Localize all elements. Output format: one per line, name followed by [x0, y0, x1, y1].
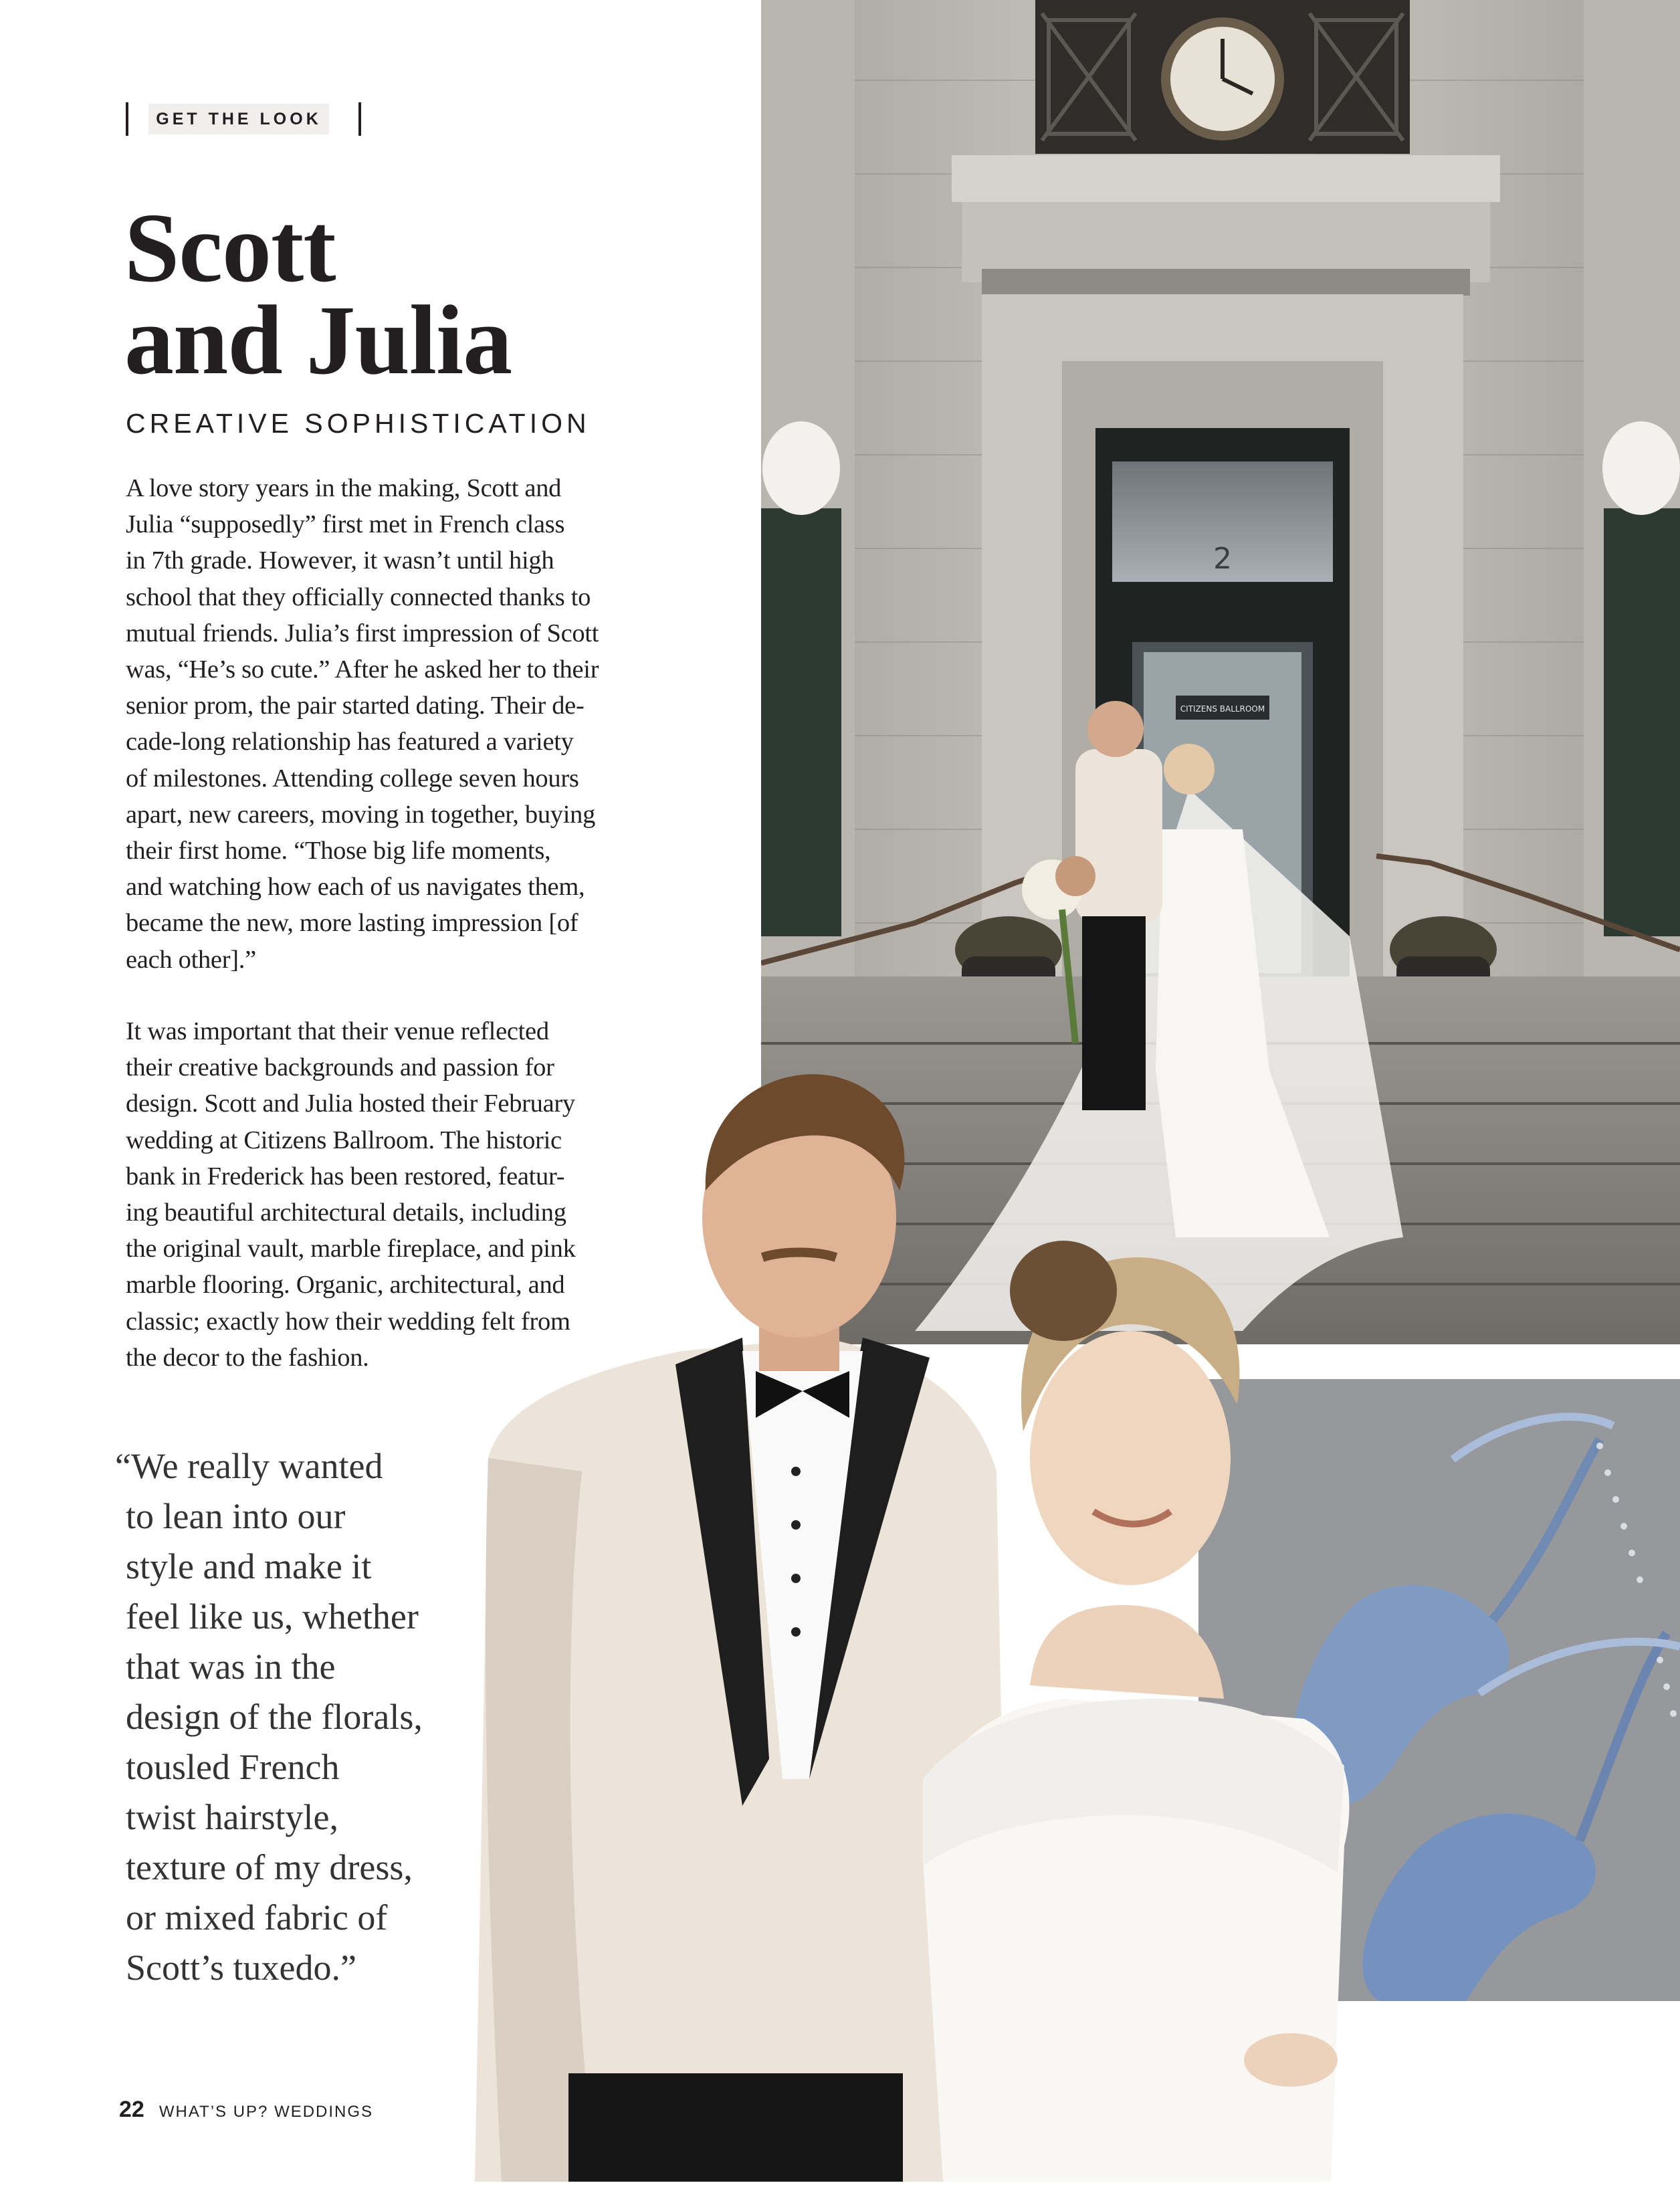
- text-line: marble flooring. Organic, architectural, and: [126, 1271, 565, 1299]
- quote-line: to lean into our: [126, 1496, 346, 1536]
- text-line: their first home. “Those big life moments,: [126, 837, 551, 865]
- pull-quote: [115, 1441, 463, 1993]
- quote-line: “We really wanted: [115, 1446, 383, 1486]
- section-tag: GET THE LOOK: [148, 104, 329, 134]
- quote-line: twist hairstyle,: [126, 1797, 338, 1837]
- page-folio: [119, 2097, 520, 2123]
- article-title: [124, 193, 726, 395]
- text-line: senior prom, the pair started dating. Their de-: [126, 692, 585, 720]
- couple-portrait: [461, 1057, 1404, 2182]
- clock-icon: [1161, 17, 1284, 140]
- text-line: in 7th grade. However, it wasn’t until high: [126, 546, 554, 575]
- text-line: wedding at Citizens Ballroom. The historic: [126, 1126, 562, 1154]
- text-line: and watching how each of us navigates them,: [126, 873, 585, 902]
- text-line: each other].”: [126, 945, 256, 974]
- text-line: ing beautiful architectural details, including: [126, 1199, 566, 1227]
- quote-line: or mixed fabric of: [126, 1897, 388, 1938]
- quote-line: texture of my dress,: [126, 1847, 413, 1887]
- title-line: and Julia: [124, 286, 512, 395]
- text-line: bank in Frederick has been restored, featur-: [126, 1162, 565, 1190]
- text-line: the original vault, marble fireplace, and pink: [126, 1235, 576, 1263]
- text-line: the decor to the fashion.: [126, 1343, 369, 1372]
- quote-line: style and make it: [126, 1546, 372, 1586]
- quote-line: tousled French: [126, 1747, 340, 1787]
- page-number: 22: [119, 2097, 144, 2122]
- quote-line: Scott’s tuxedo.”: [126, 1948, 356, 1988]
- door-sign: CITIZENS BALLROOM: [1180, 704, 1265, 714]
- door-number: 2: [1213, 542, 1232, 576]
- text-line: It was important that their venue reflected: [126, 1017, 549, 1045]
- text-line: classic; exactly how their wedding felt from: [126, 1307, 570, 1336]
- article-subtitle: CREATIVE SOPHISTICATION: [126, 408, 591, 439]
- quote-line: that was in the: [126, 1647, 336, 1687]
- magazine-name: WHAT’S UP? WEDDINGS: [159, 2103, 374, 2121]
- text-line: A love story years in the making, Scott and: [126, 474, 562, 502]
- portrait-illustration: [461, 1057, 1404, 2182]
- tag-divider-left: [126, 102, 128, 136]
- title-line: Scott: [124, 193, 336, 303]
- quote-line: feel like us, whether: [126, 1596, 419, 1637]
- tag-divider-right: [358, 102, 361, 136]
- text-line: was, “He’s so cute.” After he asked her to their: [126, 655, 599, 684]
- quote-line: design of the florals,: [126, 1697, 423, 1737]
- text-line: apart, new careers, moving in together, buying: [126, 800, 596, 829]
- text-line: school that they officially connected thanks to: [126, 583, 591, 611]
- text-line: Julia “supposedly” first met in French class: [126, 510, 565, 539]
- text-line: became the new, more lasting impression [of: [126, 909, 579, 938]
- body-paragraph-1: [126, 470, 667, 978]
- text-line: their creative backgrounds and passion for: [126, 1053, 554, 1082]
- text-line: design. Scott and Julia hosted their February: [126, 1089, 575, 1118]
- text-line: mutual friends. Julia’s first impression of Scott: [126, 619, 599, 647]
- text-line: of milestones. Attending college seven hours: [126, 764, 579, 793]
- text-line: cade-long relationship has featured a variety: [126, 728, 574, 756]
